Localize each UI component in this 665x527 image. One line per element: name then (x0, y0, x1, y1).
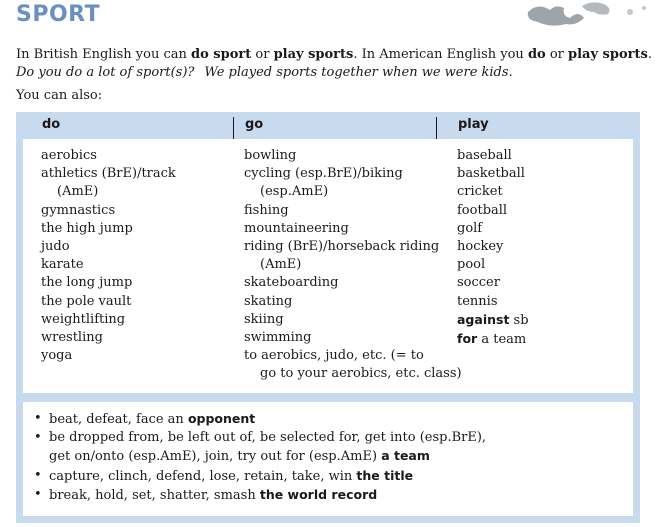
list-item (31, 410, 486, 429)
intro-bold: play sports (273, 47, 354, 62)
collocation-keyword: the world record (259, 486, 378, 502)
intro-text-segment: . In American English you (353, 47, 528, 62)
table-cell: skateboarding (244, 275, 339, 291)
collocation-keyword: a team (381, 448, 430, 464)
table-cell: hockey (457, 239, 504, 255)
table-cell: skiing (244, 311, 284, 327)
header-go: go (245, 117, 264, 132)
table-cell: wrestling (41, 330, 103, 346)
table-cell: skating (244, 293, 293, 309)
verb-table (23, 139, 633, 393)
table-cell: to aerobics, judo, etc. (= to (244, 348, 424, 364)
table-cell: golf (457, 220, 483, 236)
intro-line (16, 46, 656, 64)
table-cell: pool (457, 257, 486, 273)
intro-bold: do sport (191, 47, 252, 62)
collocations-list (31, 410, 486, 505)
table-cell: fishing (244, 202, 289, 218)
collocation-text: be dropped from, be left out of, be selected for, get into (esp.BrE), (49, 430, 487, 446)
table-cell: cycling (esp.BrE)/biking (244, 166, 403, 182)
table-cell: bowling (244, 148, 297, 163)
table-cell: baseball (457, 148, 512, 163)
example-sentence: Do you do a lot of sport(s)? (16, 65, 195, 80)
table-cell: (esp.AmE) (260, 184, 329, 200)
table-cell: judo (41, 239, 70, 255)
table-cell: mountaineering (244, 220, 349, 236)
cell-rest: a team (477, 332, 527, 348)
example-sentences (16, 64, 656, 82)
bullet: • (34, 486, 42, 502)
intro-text-segment: or (545, 47, 569, 62)
table-cell: the long jump (41, 275, 133, 291)
go-column (244, 147, 462, 384)
table-cell: cricket (457, 184, 503, 200)
table-cell: football (457, 202, 508, 218)
example-sentence: We played sports together when we were kids. (204, 65, 513, 80)
header-do: do (42, 117, 61, 132)
table-cell: swimming (244, 330, 312, 346)
play-column (457, 147, 529, 349)
table-cell: athletics (BrE)/track (41, 166, 176, 182)
table-cell: go to your aerobics, etc. class) (260, 366, 462, 382)
table-cell: gymnastics (41, 202, 116, 218)
collocation-text: capture, clinch, defend, lose, retain, take, win (49, 468, 357, 484)
intro-text (16, 46, 656, 105)
intro-bold: play sports (568, 47, 648, 62)
collocations-box (23, 402, 633, 516)
table-cell: riding (BrE)/horseback riding (244, 239, 440, 255)
list-item (31, 429, 486, 447)
sport-panel (16, 112, 640, 523)
table-cell: karate (41, 257, 84, 273)
table-cell: aerobics (41, 148, 97, 163)
you-can-also-label: You can also: (16, 88, 103, 103)
bullet: • (34, 411, 42, 426)
cell-rest: sb (509, 312, 529, 328)
list-item (31, 467, 486, 486)
table-cell (457, 311, 529, 330)
bold-keyword: against (457, 311, 510, 327)
table-cell: basketball (457, 166, 525, 182)
table-cell: the pole vault (41, 293, 132, 309)
header-play: play (458, 117, 489, 132)
bullet: • (34, 430, 42, 446)
page-title: SPORT (16, 2, 101, 27)
table-cell: tennis (457, 293, 498, 309)
table-cell: weightlifting (41, 311, 126, 327)
table-cell: soccer (457, 275, 500, 291)
table-cell: the high jump (41, 220, 133, 236)
collocation-keyword: the title (356, 467, 414, 483)
collocation-keyword: opponent (187, 411, 256, 426)
puzzle-decoration-icon (520, 0, 665, 30)
intro-text-segment: . (647, 47, 652, 62)
list-item (31, 486, 486, 505)
collocation-text: get on/onto (esp.AmE), join, try out for (esp.AmE) (49, 449, 382, 465)
table-cell: (AmE) (260, 257, 302, 273)
do-column (41, 147, 176, 365)
table-cell: (AmE) (57, 184, 99, 200)
collocation-text: beat, defeat, face an (49, 412, 188, 427)
table-header-row (16, 112, 640, 136)
list-item-continuation (31, 447, 486, 466)
bullet: • (34, 467, 42, 483)
bold-keyword: for (457, 331, 478, 347)
intro-text-segment: In British English you can (16, 47, 192, 62)
table-cell (457, 330, 529, 349)
intro-text-segment: or (251, 47, 274, 62)
collocation-text: break, hold, set, shatter, smash (49, 487, 260, 503)
intro-bold: do (527, 47, 546, 62)
table-cell: yoga (41, 348, 73, 364)
